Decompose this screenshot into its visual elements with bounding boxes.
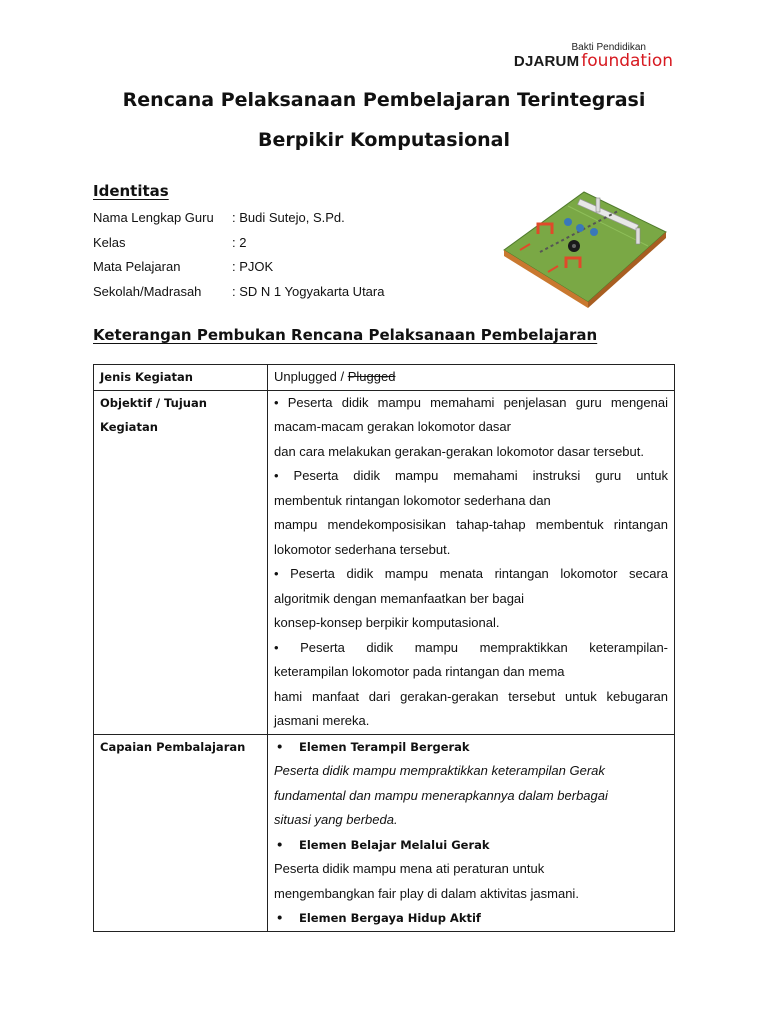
- capaian-label: Capaian Pembalajaran: [94, 734, 268, 931]
- identitas-value: : Budi Sutejo, S.Pd.: [232, 210, 345, 225]
- jenis-unplugged: Unplugged /: [274, 369, 348, 384]
- identitas-label: Mata Pelajaran: [93, 259, 181, 274]
- elemen-title: Elemen Bergaya Hidup Aktif: [299, 911, 481, 925]
- table-row-objektif: [94, 390, 675, 734]
- table-row-capaian: [94, 734, 675, 931]
- document-title-line2: Berpikir Komputasional: [258, 129, 510, 151]
- objektif-line: mampu mendekomposisikan tahap-tahap membentuk rintangan: [274, 517, 668, 532]
- logo-foundation-text: foundation: [581, 51, 673, 71]
- identitas-label: Kelas: [93, 234, 126, 250]
- jenis-plugged-strikethrough: Plugged: [347, 369, 396, 384]
- elemen-title: Elemen Belajar Melalui Gerak: [299, 837, 490, 852]
- logo-djarum-text: DJARUM: [513, 53, 580, 70]
- table-row-jenis: [94, 365, 675, 391]
- capaian-content: [268, 734, 675, 931]
- identitas-row-kelas: [93, 235, 384, 260]
- elemen-line: Peserta didik mampu mempraktikkan keterampilan Gerak: [274, 763, 605, 778]
- jenis-value: [268, 365, 675, 391]
- objektif-line: • Peserta didik mampu memahami instruksi guru untuk: [274, 468, 668, 483]
- identitas-label: Nama Lengkap Guru: [93, 210, 214, 225]
- bullet: •: [276, 739, 284, 754]
- document-title-line1: Rencana Pelaksanaan Pembelajaran Terintegrasi: [122, 89, 646, 111]
- objektif-content: [268, 390, 675, 734]
- objektif-line: • Peserta didik mampu mempraktikkan keterampilan-: [274, 639, 668, 655]
- objektif-line: • Peserta didik mampu memahami penjelasan guru mengenai: [274, 394, 668, 410]
- lesson-plan-table: [93, 364, 675, 932]
- objektif-line: dan cara melakukan gerakan-gerakan lokomotor dasar tersebut.: [274, 443, 644, 459]
- identitas-row-guru: [93, 210, 384, 235]
- identitas-value: : 2: [232, 234, 247, 250]
- objektif-line: • Peserta didik mampu menata rintangan lokomotor secara: [274, 566, 668, 581]
- elemen-title: Elemen Terampil Bergerak: [299, 739, 470, 754]
- objektif-line: hami manfaat dari gerakan-gerakan tersebut untuk kebugaran: [274, 688, 668, 704]
- logo-tagline: Bakti Pendidikan: [571, 42, 646, 53]
- objektif-label-line2: Kegiatan: [100, 420, 158, 434]
- objektif-line: keterampilan lokomotor pada rintangan dan mema: [274, 664, 565, 679]
- obstacle-course-illustration: [500, 180, 670, 310]
- objektif-line: macam-macam gerakan lokomotor dasar: [274, 419, 511, 434]
- identitas-value: : SD N 1 Yogyakarta Utara: [232, 283, 385, 299]
- objektif-line: algoritmik dengan memanfaatkan ber bagai: [274, 590, 525, 606]
- objektif-line: jasmani mereka.: [274, 713, 370, 728]
- bullet: •: [276, 911, 284, 925]
- objektif-label: [94, 390, 268, 734]
- elemen-line: mengembangkan fair play di dalam aktivitas jasmani.: [274, 885, 579, 901]
- elemen-line: fundamental dan mampu menerapkannya dalam berbagai: [274, 787, 608, 803]
- objektif-label-line1: Objektif / Tujuan: [100, 395, 207, 410]
- elemen-bergaya-heading: [274, 906, 668, 931]
- elemen-line: situasi yang berbeda.: [274, 812, 398, 827]
- objektif-line: membentuk rintangan lokomotor sederhana dan: [274, 492, 551, 508]
- identitas-heading: Identitas: [93, 182, 169, 200]
- identitas-list: [93, 210, 384, 308]
- bullet: •: [276, 837, 284, 852]
- jenis-label: Jenis Kegiatan: [94, 365, 268, 391]
- identitas-value: : PJOK: [232, 259, 274, 274]
- elemen-terampil-heading: [274, 735, 668, 760]
- keterangan-heading: Keterangan Pembukan Rencana Pelaksanaan Pembelajaran: [93, 326, 598, 344]
- elemen-belajar-heading: [274, 833, 668, 858]
- identitas-row-mapel: [93, 259, 384, 284]
- objektif-line: konsep-konsep berpikir komputasional.: [274, 615, 500, 630]
- identitas-row-sekolah: [93, 284, 384, 309]
- identitas-label: Sekolah/Madrasah: [93, 283, 202, 299]
- objektif-line: lokomotor sederhana tersebut.: [274, 541, 451, 557]
- elemen-line: Peserta didik mampu mena ati peraturan untuk: [274, 861, 545, 876]
